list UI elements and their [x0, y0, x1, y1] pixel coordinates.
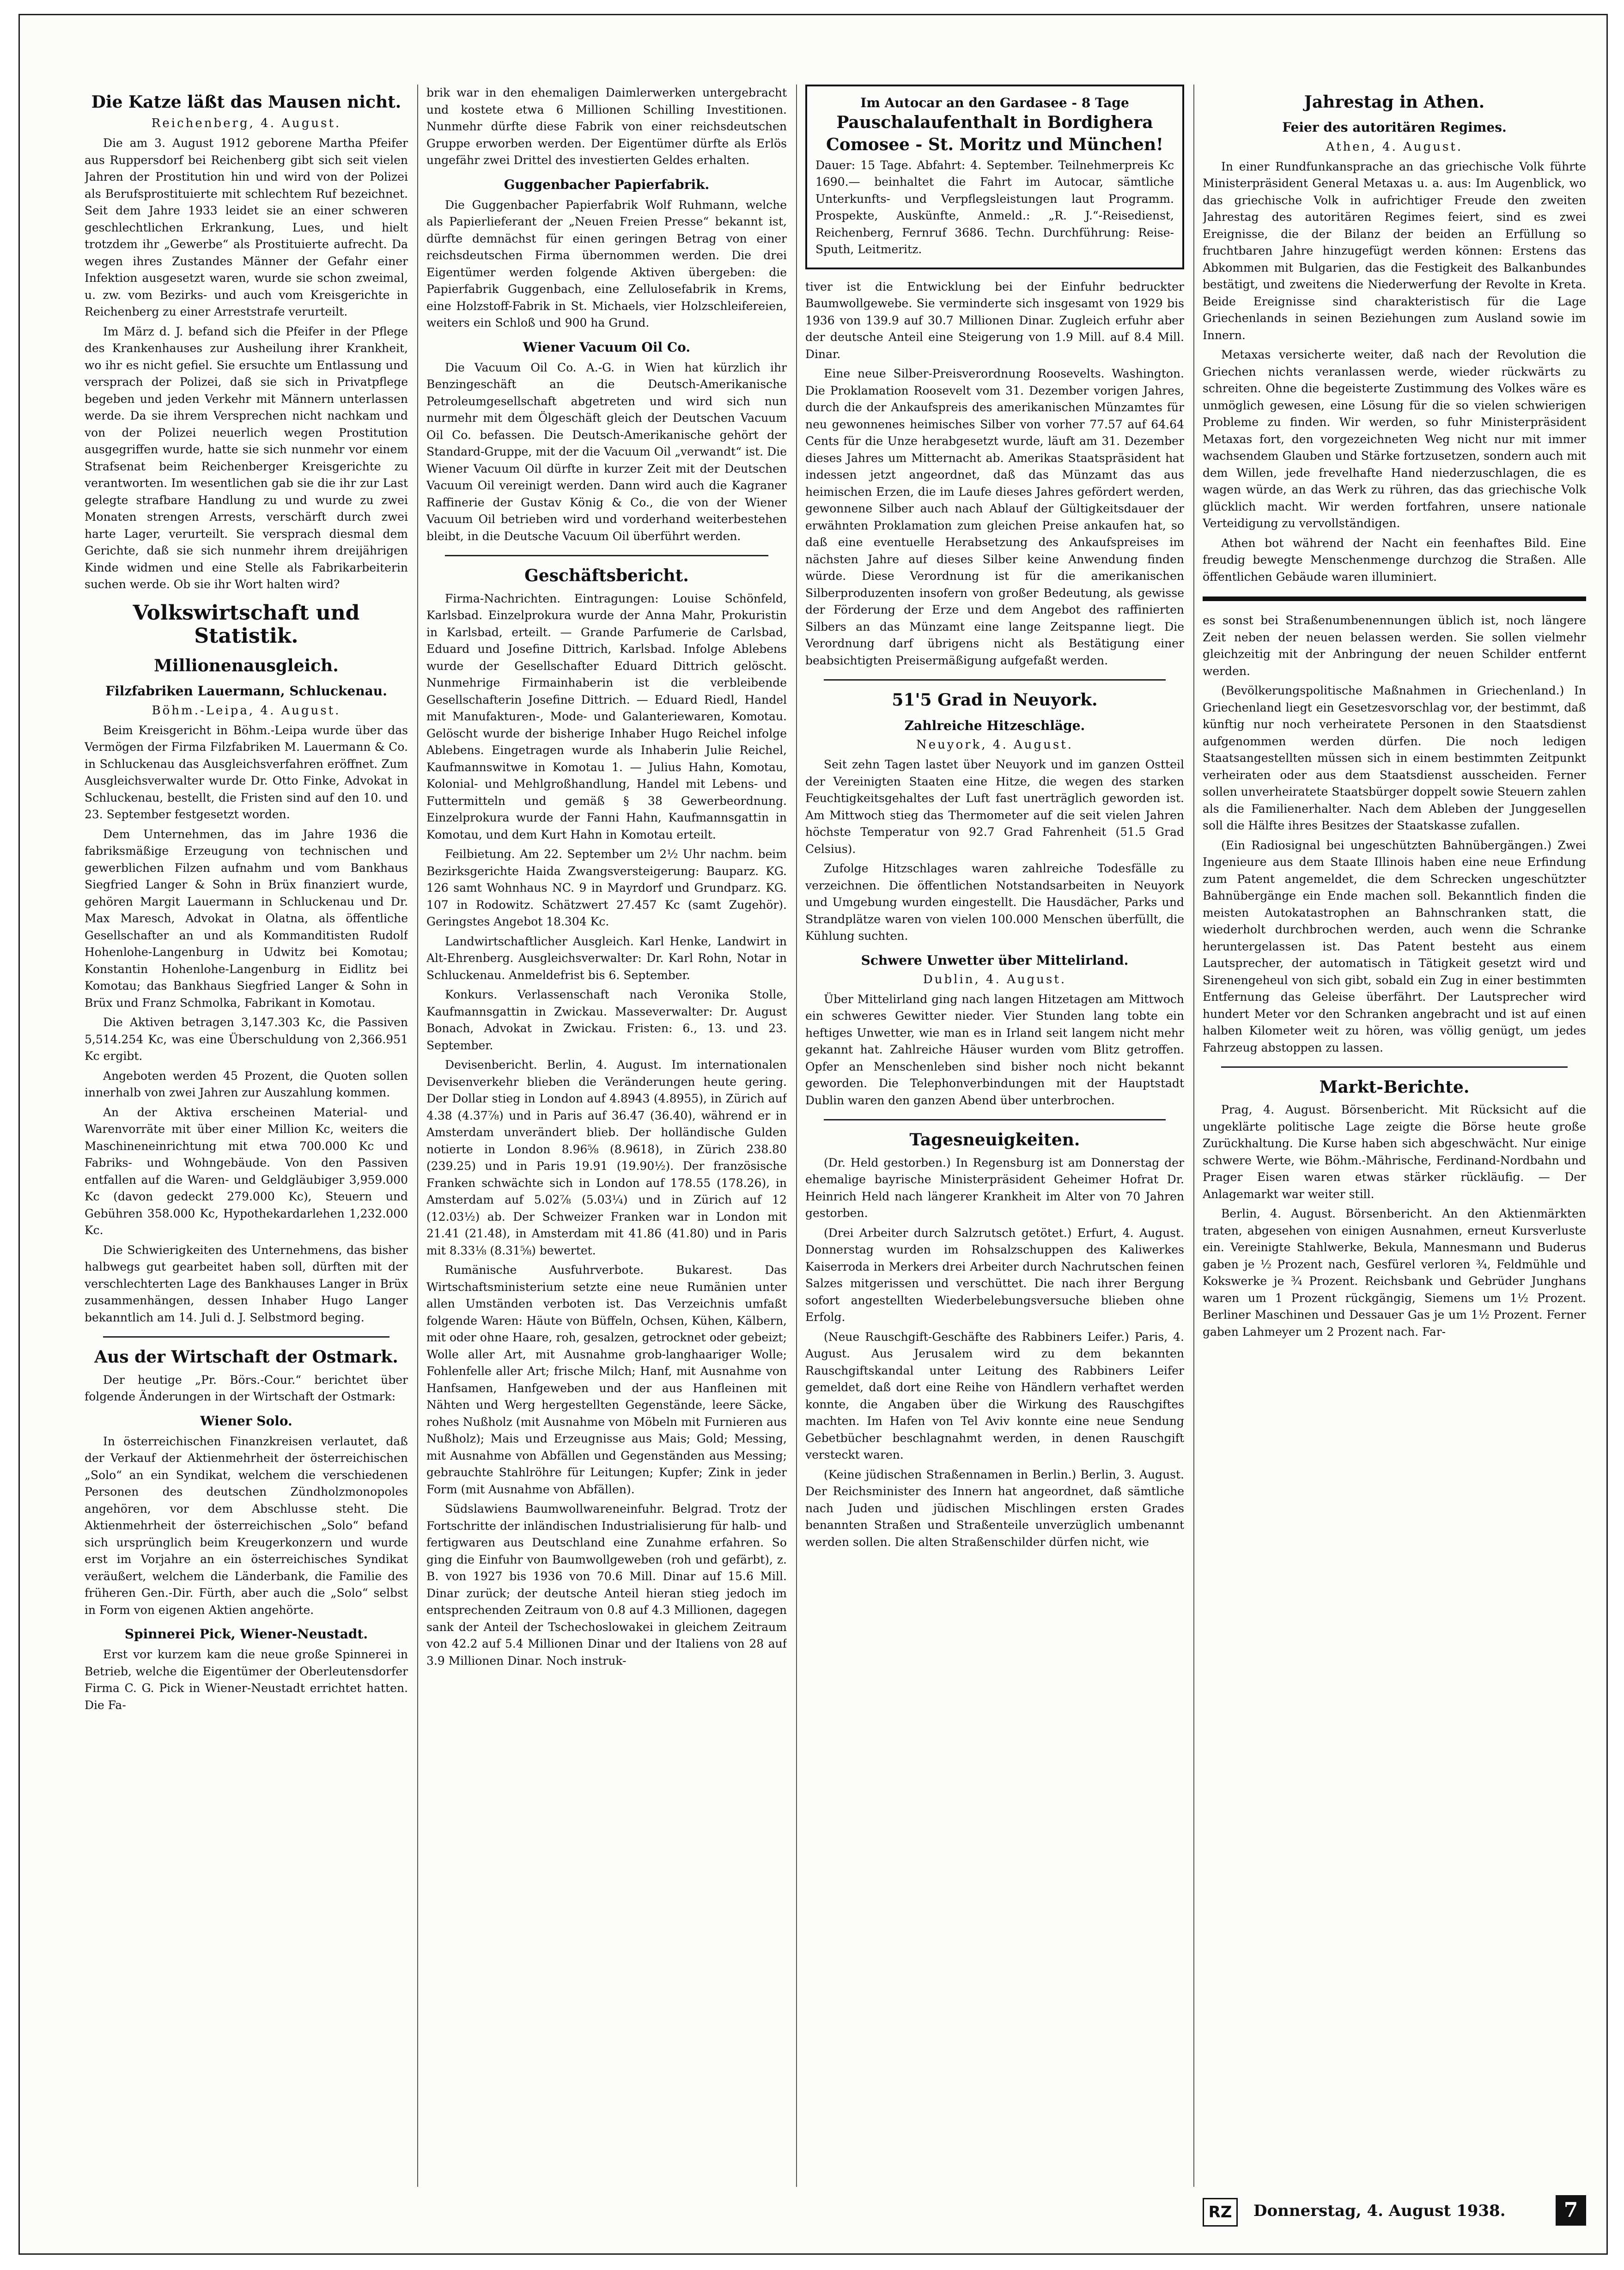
newspaper-page — [18, 14, 1608, 2255]
article-paragraph: Feilbietung. Am 22. September um 2½ Uhr nachm. beim Bezirksgerichte Haida Zwangsversteigerung: Bauparz. KG. 126 samt Wohnhaus NC. 9 in Mayrdorf und Grundparz. KG. 107 in Rodowitz. Schätzwert 27.457 Kc (samt Zugehör). Geringstes Angebot 18.304 Kc. — [426, 847, 787, 929]
newspaper-logo: RZ — [1203, 2198, 1238, 2227]
article-paragraph: Metaxas versicherte weiter, daß nach der Revolution die Griechen nichts veranlassen werde, wieder rückwärts zu schreiten. Ohne die begeisterte Zustimmung des Volkes wäre es unmöglich gewesen, eine Lösung für die so vielen schwierigen Probleme zu finden. Wir werden, so fuhr Ministerpräsident Metaxas fort, den vorgezeichneten Weg nicht nur mit immer wachsendem Glauben und Stärke fortzusetzen, sondern auch mit dem Willen, jede frevelhafte Hand niederzuschlagen, die es wagen würde, an das Werk zu rühren, das das griechische Volk glücklich macht. Wir werden fortfahren, unsere nationale Verteidigung zu vervollständigen. — [1203, 348, 1586, 530]
article-paragraph: Der heutige „Pr. Börs.-Cour.“ berichtet über folgende Änderungen in der Wirtschaft der Ostmark: — [85, 1373, 408, 1404]
article-paragraph: (Neue Rauschgift-Geschäfte des Rabbiners Leifer.) Paris, 4. August. Aus Jerusalem wird zu dem bekannten Rauschgiftskandal unter Leitung des Rabbiners Leifer gemeldet, daß dort eine Reihe von Händlern verhaftet werden konnte, die Angaben über die Wirkung des Rauschgiftes machten. Im Hafen von Tel Aviv konnte eine neue Sendung Gebetbücher beschlagnahmt werden, in denen Rauschgift versteckt waren. — [805, 1330, 1184, 1462]
headline-geschaeftsbericht: Geschäftsbericht. — [524, 566, 689, 586]
ad-headline: Comosee - St. Moritz und München! — [826, 134, 1163, 154]
section-heading-volkswirtschaft: Volkswirtschaft und Statistik. — [133, 601, 360, 648]
dateline: Neuyork, 4. August. — [916, 738, 1073, 752]
article-paragraph: Devisenbericht. Berlin, 4. August. Im internationalen Devisenverkehr blieben die Veränderungen heute gering. Der Dollar stieg in London auf 4.8943 (4.8955), in Zürich auf 4.38 (4.37⅞) und in Paris auf 36.47 (36.40), während er in Amsterdam unverändert blieb. Der holländische Gulden notierte in London 8.96⅝ (8.9618), in Zürich 238.80 (239.25) und in Paris 19.91 (19.90½). Der französische Franken schwächte sich in London auf 178.55 (178.26), in Amsterdam auf 5.02⅞ (5.03¼) und in Zürich auf 12 (12.03½) ab. Der Schweizer Franken war in London mit 21.41 (21.48), in Amsterdam mit 41.86 (41.80) und in Paris mit 8.33⅛ (8.31⅝) bewertet. — [426, 1058, 787, 1257]
article-paragraph: tiver ist die Entwicklung bei der Einfuhr bedruckter Baumwollgewebe. Sie verminderte sich insgesamt von 1929 bis 1936 von 139.9 auf 30.7 Millionen Dinar. Zugleich erfuhr aber der deutsche Anteil eine Steigerung von 1.9 Mill. auf 8.4 Mill. Dinar. — [805, 280, 1184, 361]
dateline: Böhm.-Leipa, 4. August. — [152, 703, 341, 718]
divider — [1221, 1066, 1568, 1068]
article-paragraph: Firma-Nachrichten. Eintragungen: Louise Schönfeld, Karlsbad. Einzelprokura wurde der Anna Mahr, Prokuristin in Karlsbad, erteilt. — Grande Parfumerie de Carlsbad, Eduard und Josefine Dittrich, Karlsbad. Infolge Ablebens wurde der Gesellschafter Eduard Dittrich gelöscht. Nunmehrige Firmainhaberin ist die verbleibende Gesellschafterin Josefine Dittrich. — Eduard Riedl, Handel mit Manufakturen-, Mode- und Galanteriewaren, Komotau. Gelöscht wurde der bisherige Inhaber Hugo Reichel infolge Ablebens. Eingetragen wurde als Inhaberin Julie Reichel, Kaufmannswitwe in Komotau 1. — Julius Hahn, Komotau, Kolonial- und Mehlgroßhandlung, Handel mit Lebens- und Futtermitteln und gemäß § 38 Gewerbeordnung. Einzelprokura wurde der Fanni Hahn, Kaufmannsgattin in Komotau, und dem Kurt Hahn in Komotau erteilt. — [426, 591, 787, 841]
article-paragraph: (Dr. Held gestorben.) In Regensburg ist am Donnerstag der ehemalige bayrische Ministerpräsident Geheimer Hofrat Dr. Heinrich Held nach längerer Krankheit im Alter von 70 Jahren gestorben. — [805, 1156, 1184, 1220]
divider — [824, 1119, 1166, 1120]
article-paragraph: An der Aktiva erscheinen Material- und Warenvorräte mit über einer Million Kc, weiters die Maschineneinrichtung mit etwa 700.000 Kc und Fabriks- und Wohngebäude. Von den Passiven entfallen auf die Waren- und Geldgläubiger 3,959.000 Kc (davon gedeckt 279.000 Kc), Steuern und Gebühren 358.000 Kc, Hypothekardarlehen 1,232.000 Kc. — [85, 1105, 408, 1237]
headline-katze: Die Katze läßt das Mausen nicht. — [91, 92, 401, 112]
article-paragraph: (Keine jüdischen Straßennamen in Berlin.) Berlin, 3. August. Der Reichsminister des Innern hat angeordnet, daß sämtliche nach Juden und jüdischen Mischlingen ersten Grades benannten Straßen und Straßenteile unverzüglich umbenannt werden sollen. Die alten Straßenschilder dürfen nicht, wie — [805, 1467, 1184, 1549]
article-paragraph: Berlin, 4. August. Börsenbericht. An den Aktienmärkten traten, abgesehen von einigen Ausnahmen, erneut Kursverluste ein. Vereinigte Stahlwerke, Bekula, Mannesmann und Buderus gaben je ½ Prozent nach, Gesfürel verloren ¾, Feldmühle und Kokswerke je ¾ Prozent. Reichsbank und Gebrüder Junghans waren um 1 Prozent rückgängig, Siemens um 1½ Prozent. Berliner Maschinen und Dessauer Gas je um 1½ Prozent. Ferner gaben Lahmeyer um 2 Prozent nach. Far- — [1203, 1207, 1586, 1339]
column-2 — [426, 85, 787, 1672]
article-paragraph: (Bevölkerungspolitische Maßnahmen in Griechenland.) In Griechenland liegt ein Gesetzesvorschlag vor, der bestimmt, daß künftig nur noch verheiratete Personen in den Staatsdienst aufgenommen werden dürfen. Die noch ledigen Staatsangestellten müssen sich in einem bestimmten Zeitpunkt verheiraten oder aus dem Staatsdienst ausscheiden. Ferner sollen unverheiratete Staatsbürger doppelt sowie Steuern zahlen als die Familienerhalter. Nach dem Ableben der Junggesellen soll die Hälfte ihres Besitzes der Staatskasse zufallen. — [1203, 684, 1586, 833]
article-paragraph: Die Aktiven betragen 3,147.303 Kc, die Passiven 5,514.254 Kc, was eine Überschuldung von 2,366.951 Kc ergibt. — [85, 1016, 408, 1063]
article-paragraph: Angeboten werden 45 Prozent, die Quoten sollen innerhalb von zwei Jahren zur Auszahlung kommen. — [85, 1069, 408, 1100]
article-paragraph: Südslawiens Baumwollwareneinfuhr. Belgrad. Trotz der Fortschritte der inländischen Industrialisierung für halb- und fertigwaren aus Deutschland eine Zunahme erfahren. So ging die Einfuhr von Baumwollgeweben (roh und gefärbt), z. B. von 1927 bis 1936 von 70.6 Mill. Dinar auf 15.6 Mill. Dinar zurück; der deutsche Anteil hieran stieg jedoch im entsprechenden Zeitraum von 0.8 auf 4.3 Millionen, dagegen sank der Anteil der Tschechoslowakei in gleichem Zeitraum von 42.2 auf 5.4 Millionen Dinar und der Italiens von 28 auf 3.9 Millionen Dinar. Noch instruk- — [426, 1502, 787, 1668]
subheadline: Zahlreiche Hitzeschläge. — [904, 718, 1085, 733]
article-paragraph: (Drei Arbeiter durch Salzrutsch getötet.) Erfurt, 4. August. Donnerstag wurden im Rohsalzschuppen des Kaliwerkes Kaiserroda in Merkers drei Arbeiter durch Nachrutschen feinen Salzes mitgerissen und verschüttet. Die nach ihrer Bergung sofort angestellten Wiederbelebungsversuche blieben ohne Erfolg. — [805, 1226, 1184, 1324]
article-paragraph: Landwirtschaftlicher Ausgleich. Karl Henke, Landwirt in Alt-Ehrenberg. Ausgleichsverwalter: Dr. Karl Rohn, Notar in Schluckenau. Anmeldefrist bis 6. September. — [426, 934, 787, 982]
article-paragraph: Konkurs. Verlassenschaft nach Veronika Stolle, Kaufmannsgattin in Zwickau. Masseverwalter: Dr. August Bonach, Advokat in Zwickau. Fristen: 6., 13. und 23. September. — [426, 988, 787, 1052]
dateline: Reichenberg, 4. August. — [151, 116, 341, 131]
column-1 — [85, 85, 408, 1716]
headline-athen: Jahrestag in Athen. — [1304, 92, 1485, 112]
divider — [445, 555, 768, 556]
headline-ostmark: Aus der Wirtschaft der Ostmark. — [94, 1347, 398, 1367]
ad-text: Dauer: 15 Tage. Abfahrt: 4. September. Teilnehmerpreis Kc 1690.— beinhaltet die Fahrt im Autocar, sämtliche Unterkunfts- und Verpflegsleistungen laut Programm. Prospekte, Auskünfte, Anmeld.: „R. J.“-Reisedienst, Reichenberg, Fernruf 3686. Techn. Durchführung: Reise-Sputh, Leitmeritz. — [815, 158, 1174, 256]
subheadline: Wiener Solo. — [200, 1413, 292, 1429]
column-3 — [805, 85, 1184, 1553]
article-paragraph: Erst vor kurzem kam die neue große Spinnerei in Betrieb, welche die Eigentümer der Oberleutensdorfer Firma C. G. Pick in Wiener-Neustadt errichtet hatten. Die Fa- — [85, 1648, 408, 1712]
subheadline: Spinnerei Pick, Wiener-Neustadt. — [124, 1626, 368, 1642]
article-paragraph: Die am 3. August 1912 geborene Martha Pfeifer aus Ruppersdorf bei Reichenberg gibt sich seit vielen Jahren der Prostitution hin und wird von der Polizei als Berufsprostituierte mit schlechtem Ruf bezeichnet. Seit dem Jahre 1933 leidet sie an einer schweren geschlechtlichen Erkrankung, Lues, und hielt trotzdem ihr „Gewerbe“ als Prostituierte aufrecht. Da wegen ihres Zustandes Männer der Gefahr einer Infektion ausgesetzt waren, wurde sie schon zweimal, u. zw. vom Bezirks- und auch vom Kreisgerichte in Reichenberg zu einer Arreststrafe verurteilt. — [85, 136, 408, 319]
headline-millionenausgleich: Millionenausgleich. — [154, 656, 339, 676]
article-paragraph: Rumänische Ausfuhrverbote. Bukarest. Das Wirtschaftsministerium setzte eine neue Rumänien unter allen Umständen verboten ist. Das Verzeichnis umfaßt folgende Waren: Häute von Büffeln, Ochsen, Kühen, Kälbern, mit oder ohne Haare, roh, gesalzen, getrocknet oder gebeizt; Wolle aller Art, mit Ausnahme grob-langhaariger Wolle; Fohlenfelle aller Art; frische Milch; Hanf, mit Ausnahme von Hanfsamen, Hanfgeweben und der aus Hanfleinen mit Nähten und Werg hergestellten Gegenstände, leere Säcke, rohes Nußholz (mit Ausnahme von Möbeln mit Furnieren aus Nußholz); Mais und Erzeugnisse aus Mais; Gold; Messing, mit Ausnahme von Abfällen und Gegenständen aus Messing; gebrauchte Stahlröhre für Leitungen; Kupfer; Zink in jeder Form (mit Ausnahme von Abfällen). — [426, 1263, 787, 1496]
subheadline: Wiener Vacuum Oil Co. — [523, 339, 691, 355]
article-paragraph: Zufolge Hitzschlages waren zahlreiche Todesfälle zu verzeichnen. Die öffentlichen Notstandsarbeiten in Neuyork und Umgebung wurden eingestellt. Die Hausdächer, Parks und Strandplätze waren von vielen 100.000 Menschen überfüllt, die Kühlung suchten. — [805, 862, 1184, 943]
article-paragraph: es sonst bei Straßenumbenennungen üblich ist, noch längere Zeit neben der neuen belassen werden. Sie sollen vielmehr gleichzeitig mit der Anbringung der neuen Schilder entfernt werden. — [1203, 614, 1586, 678]
article-paragraph: Eine neue Silber-Preisverordnung Roosevelts. Washington. Die Proklamation Roosevelt vom 31. Dezember vorigen Jahres, durch die der Ankaufspreis des amerikanischen Münzamtes für neu gewonnenes heimisches Silber von vorher 77.57 auf 64.64 Cents für die Unze herabgesetzt wurde, läuft am 31. Dezember dieses Jahres um Mitternacht ab. Amerikas Staatspräsident hat indessen jetzt angeordnet, daß das Münzamt das aus heimischen Erzen, die im Laufe dieses Jahres gefördert werden, gewonnene Silber auch nach Ablauf der Gültigkeitsdauer der erwähnten Proklamation zum gleichen Preise ankaufen hat, so daß eine eventuelle Herabsetzung des Ankaufspreises im nächsten Jahre auf dieses Silber keine Anwendung finden würde. Diese Verordnung ist für die amerikanischen Silberproduzenten insofern von großer Bedeutung, als gewisse der Förderung der Erze und dem Angebot des raffinierten Silbers an das Münzamt eine lange Zeitspanne liegt. Die Verordnung darf übrigens nicht als Bestätigung einer beabsichtigten Preisermäßigung aufgefaßt werden. — [805, 367, 1184, 667]
column-rule — [417, 85, 418, 2187]
article-paragraph: (Ein Radiosignal bei ungeschützten Bahnübergängen.) Zwei Ingenieure aus dem Staate Illinois haben eine neue Erfindung zum Patent angemeldet, die dem Schrecken ungeschützter Bahnübergänge ein Ende machen soll. Bekanntlich finden die meisten Autokatastrophen an Bahnschranken statt, die wiederholt durchbrochen werden, auch wenn die Schranke heruntergelassen ist. Das Patent besteht aus einem Lautsprecher, der automatisch in Tätigkeit gesetzt wird und Sirenengeheul von sich gibt, sobald ein Zug in einer bestimmten Entfernung das Geleise überfährt. Der Lautsprecher wird hundert Meter vor den Schranken angebracht und ist auf einen halben Kilometer weit zu hören, was völlig genügt, um jedes Fahrzeug abstoppen zu lassen. — [1203, 838, 1586, 1054]
column-rule — [1193, 85, 1194, 2187]
article-paragraph: Beim Kreisgericht in Böhm.-Leipa wurde über das Vermögen der Firma Filzfabriken M. Lauermann & Co. in Schluckenau das Ausgleichsverfahren eröffnet. Zum Ausgleichsverwalter wurde Dr. Otto Finke, Advokat in Schluckenau, bestellt, die Fristen sind auf den 10. und 23. September festgesetzt worden. — [85, 723, 408, 822]
headline-tagesneuigkeiten: Tagesneuigkeiten. — [909, 1130, 1080, 1150]
travel-advertisement — [805, 85, 1184, 269]
article-paragraph: Über Mittelirland ging nach langen Hitzetagen am Mittwoch ein schweres Gewitter nieder. Vier Stunden lang tobte ein heftiges Unwetter, wie man es in Irland seit langem nicht mehr gekannt hat. Zahlreiche Häuser wurden vom Blitz getroffen. Opfer an Menschenleben sind bisher noch nicht bekannt geworden. Die Telephonverbindungen mit der Hauptstadt Dublin waren den ganzen Abend über unterbrochen. — [805, 992, 1184, 1107]
article-paragraph: Die Vacuum Oil Co. A.-G. in Wien hat kürzlich ihr Benzingeschäft an die Deutsch-Amerikanische Petroleumgesellschaft abgetreten und wird sich nun nurmehr mit dem Ölgeschäft gleich der Deutschen Vacuum Oil Co. befassen. Die Deutsch-Amerikanische gehört der Standard-Gruppe, mit der die Vacuum Oil „verwandt“ ist. Die Wiener Vacuum Oil dürfte in kurzer Zeit mit der Deutschen Vacuum Oil vereinigt werden. Dann wird auch die Kagraner Raffinerie der Gustav König & Co., die von der Wiener Vacuum Oil betrieben wird und vorderhand weiterbestehen bleibt, in die Deutsche Vacuum Oil überführt werden. — [426, 360, 787, 543]
headline-marktberichte: Markt-Berichte. — [1319, 1077, 1470, 1097]
page-number: 7 — [1556, 2195, 1586, 2226]
article-paragraph: Die Schwierigkeiten des Unternehmens, das bisher halbwegs gut gearbeitet haben soll, dürften mit der verschlechterten Lage des Bankhauses Langer in Brüx zusammenhängen, dessen Inhaber Hugo Langer bekanntlich am 14. Juli d. J. Selbstmord beging. — [85, 1243, 408, 1324]
article-paragraph: Seit zehn Tagen lastet über Neuyork und im ganzen Ostteil der Vereinigten Staaten eine Hitze, die wegen des starken Feuchtigkeitsgehaltes der Luft fast unerträglich geworden ist. Am Mittwoch stieg das Thermometer auf die seit vielen Jahren höchste Temperatur von 92.7 Grad Fahrenheit (51.5 Grad Celsius). — [805, 758, 1184, 856]
article-paragraph: In österreichischen Finanzkreisen verlautet, daß der Verkauf der Aktienmehrheit der österreichischen „Solo“ an ein Syndikat, welchem die verschiedenen Personen des deutschen Zündholzmonopoles angehören, vor dem Abschlusse steht. Die Aktienmehrheit der österreichischen „Solo“ befand sich ursprünglich beim Kreugerkonzern und wurde erst im Vorjahre an ein österreichisches Syndikat veräußert, welchem die Länderbank, die Familie des früheren Gen.-Dir. Fürth, aber auch die „Solo“ selbst in Form von eigenen Aktien angehörte. — [85, 1434, 408, 1617]
dateline: Athen, 4. August. — [1326, 140, 1463, 154]
footer-date: Donnerstag, 4. August 1938. — [1253, 2202, 1506, 2220]
article-paragraph: In einer Rundfunkansprache an das griechische Volk führte Ministerpräsident General Metaxas u. a. aus: Im Augenblick, wo das griechische Volk in aufrichtiger Freude den zweiten Jahrestag des autoritären Regimes feiert, sind es zwei Ereignisse, die der Bilanz der beiden an Erfüllung so fruchtbaren Jahre hinzugefügt werden können: Erstens das Abkommen mit Bulgarien, das die Festigkeit des Balkanbundes bestätigt, und zweitens die Niederwerfung der Revolte in Kreta. Beide Ereignisse sind charakteristisch für die Lage Griechenlands in seinen Beziehungen zum Ausland sowie im Innern. — [1203, 159, 1586, 342]
headline-neuyork: 51'5 Grad in Neuyork. — [892, 690, 1098, 710]
subheadline: Schwere Unwetter über Mittelirland. — [861, 952, 1129, 968]
ad-headline: Im Autocar an den Gardasee - 8 Tage — [860, 95, 1129, 110]
column-4 — [1203, 85, 1586, 1343]
divider — [103, 1336, 389, 1338]
divider-thick — [1203, 596, 1586, 601]
subheadline: Filzfabriken Lauermann, Schluckenau. — [105, 683, 387, 699]
dateline: Dublin, 4. August. — [923, 972, 1067, 986]
article-paragraph: Dem Unternehmen, das im Jahre 1936 die fabriksmäßige Erzeugung von technischen und gewerblichen Filzen aufnahm und vom Bankhaus Siegfried Langer & Sohn in Brüx finanziert wurde, gehören Margit Lauermann in Schluckenau und Dr. Max Maresch, Advokat in Olatna, als öffentliche Gesellschafter an und als Kommanditisten Rudolf Hohenlohe-Langenburg in Udwitz bei Komotau; Konstantin Hohenlohe-Langenburg in Eidlitz bei Komotau; das Bankhaus Siegfried Langer & Sohn in Brüx und Franz Schmolka, Fabrikant in Komotau. — [85, 827, 408, 1010]
page-footer — [1203, 2195, 1586, 2227]
article-paragraph: Im März d. J. befand sich die Pfeifer in der Pflege des Krankenhauses zur Ausheilung ihrer Krankheit, wo ihr es nicht gefiel. Sie ersuchte um Entlassung und versprach der Polizei, daß sie sich in Privatpflege begeben und jeden Verkehr mit Männern unterlassen werde. Da sie ihrem Versprechen nicht nachkam und von der Polizei neuerlich wegen Prostitution ausgegriffen wurde, hatte sie sich nunmehr vor einem Strafsenat beim Reichenberger Kreisgerichte zu verantworten. Im wesentlichen gab sie die ihr zur Last gelegte strafbare Handlung zu und wurde zu zwei Monaten strengen Arrests, verschärft durch zwei harte Lager, verurteilt. Sie versprach diesmal dem Gerichte, daß sie sich nunmehr ihrem dreijährigen Kinde widmen und eine Stelle als Fabrikarbeiterin suchen werde. Ob sie ihr Wort halten wird? — [85, 324, 408, 591]
divider — [824, 679, 1166, 681]
article-paragraph: Die Guggenbacher Papierfabrik Wolf Ruhmann, welche als Papierlieferant der „Neuen Freien Presse“ bekannt ist, dürfte demnächst für einen geringen Betrag von einer reichsdeutschen Firma übernommen werden. Die drei Eigentümer werden folgende Aktiven übergeben: die Papierfabrik Guggenbach, eine Zellulosefabrik in Krems, eine Holzstoff-Fabrik in St. Michaels, vier Holzschleifereien, weiters ein Schloß und 900 ha Grund. — [426, 198, 787, 330]
article-paragraph: brik war in den ehemaligen Daimlerwerken untergebracht und kostete etwa 6 Millionen Schilling Investitionen. Nunmehr dürfte diese Fabrik von einer reichsdeutschen Gruppe erworben werden. Der Eigentümer dürfte als Erlös ungefähr zwei Drittel des investierten Geldes erhalten. — [426, 86, 787, 167]
column-rule — [796, 85, 797, 2187]
subheadline: Feier des autoritären Regimes. — [1282, 120, 1507, 135]
article-paragraph: Athen bot während der Nacht ein feenhaftes Bild. Eine freudig bewegte Menschenmenge durchzog die Straßen. Alle öffentlichen Gebäude waren illuminiert. — [1203, 536, 1586, 584]
article-paragraph: Prag, 4. August. Börsenbericht. Mit Rücksicht auf die ungeklärte politische Lage zeigte die Börse heute große Zurückhaltung. Die Kurse haben sich abgeschwächt. Nur einige schwere Werte, wie Böhm.-Mährische, Ferdinand-Nordbahn und Prager Eisen waren etwas stärker rückläufig. — Der Anlagemarkt war weiter still. — [1203, 1103, 1586, 1201]
ad-headline: Pauschalaufenthalt in Bordighera — [836, 113, 1153, 133]
subheadline: Guggenbacher Papierfabrik. — [504, 176, 710, 192]
